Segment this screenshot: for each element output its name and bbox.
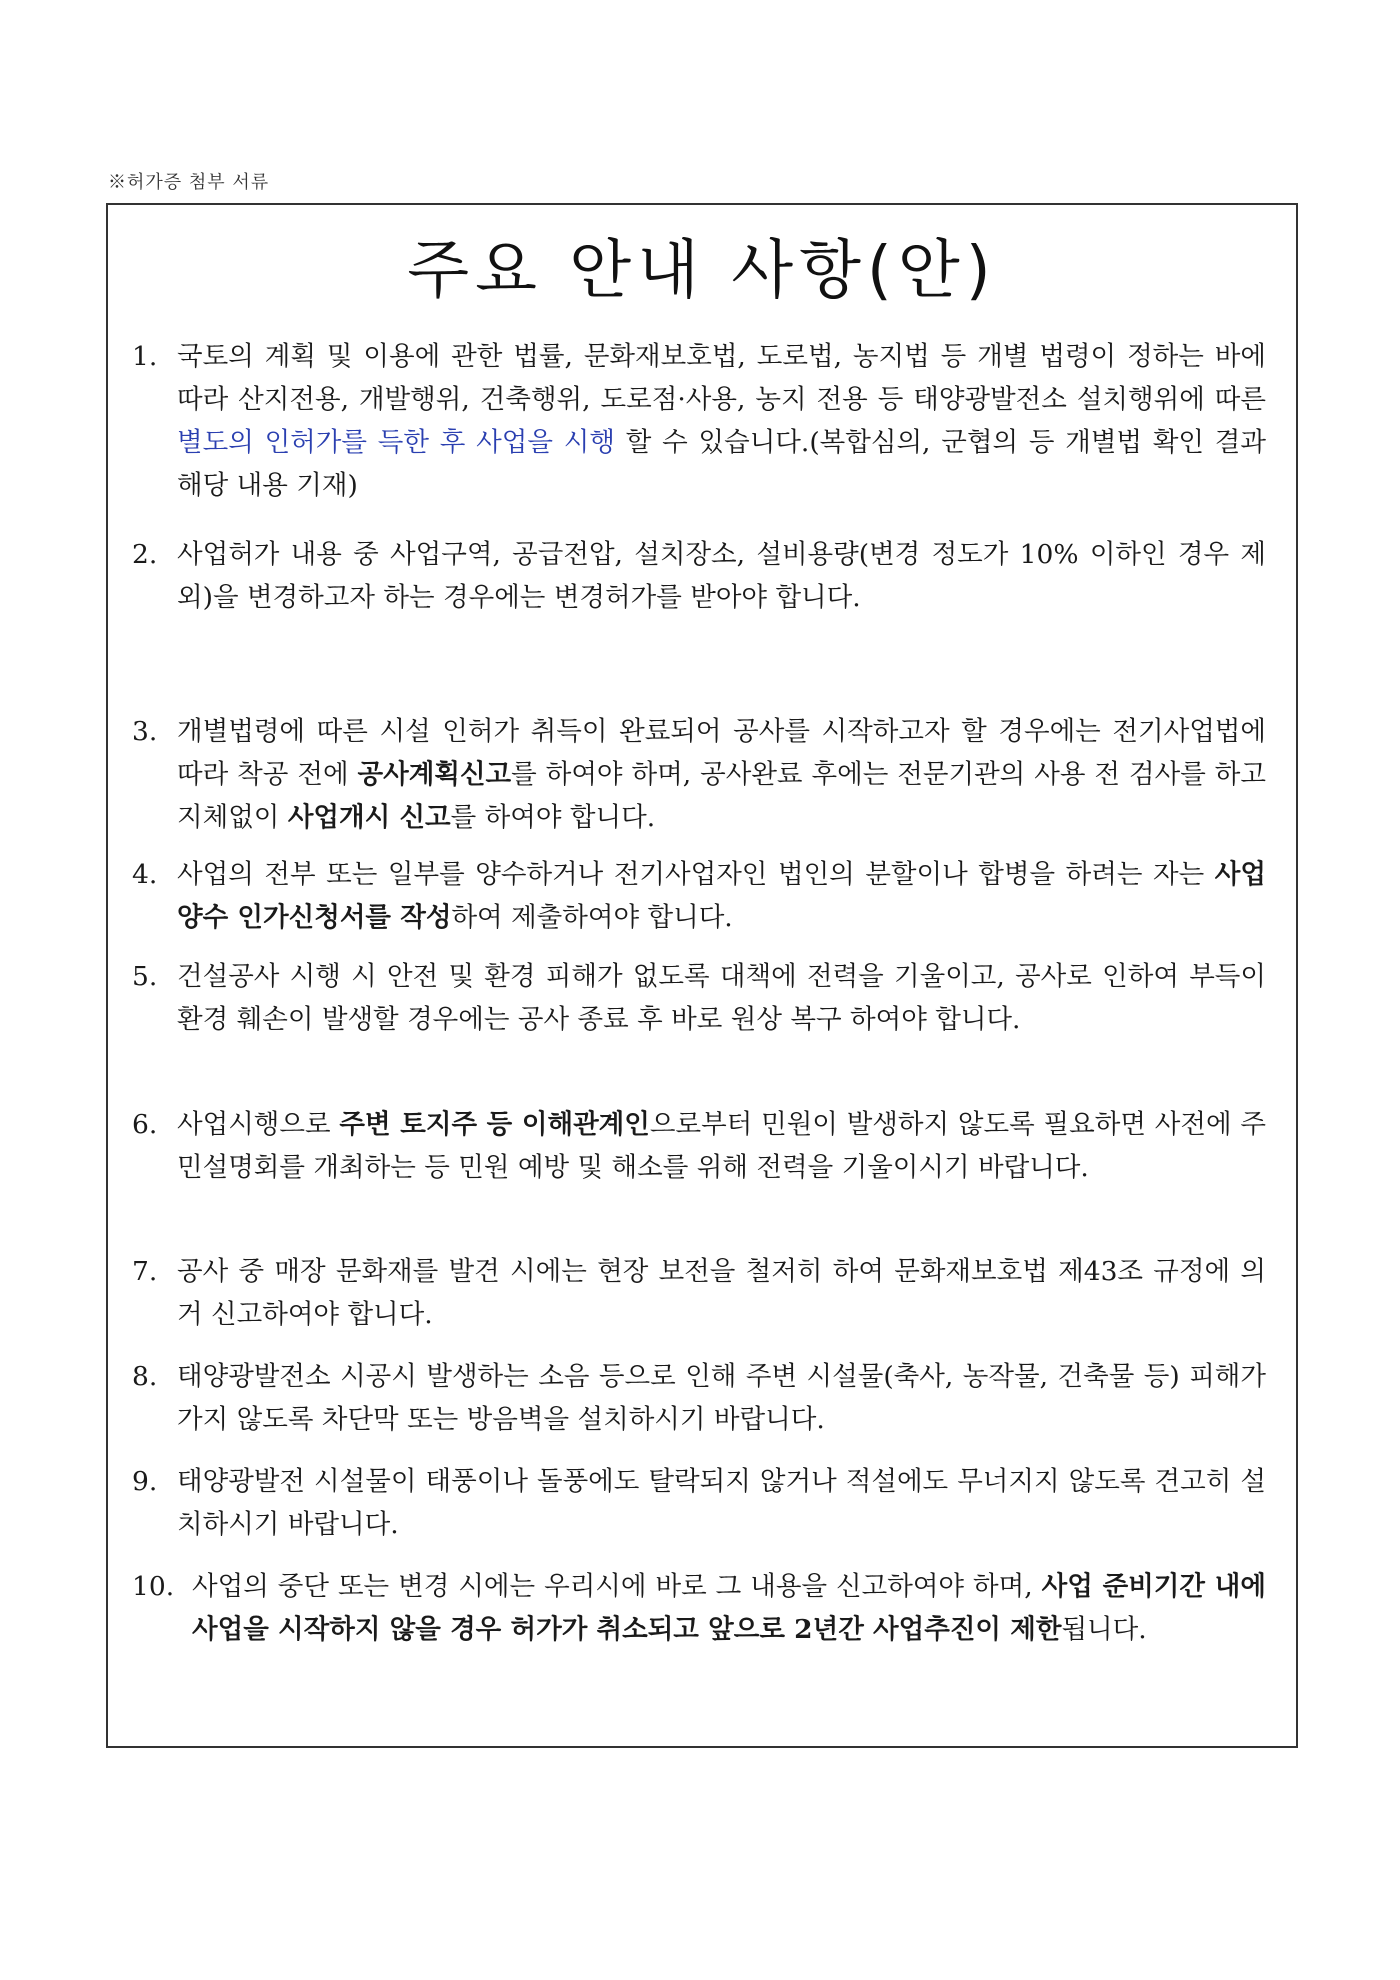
- item-body: [177, 710, 1266, 839]
- item-text: 사업시행으로: [177, 1109, 340, 1140]
- item-text: 됩니다.: [1061, 1614, 1147, 1645]
- item-body: [177, 955, 1266, 1041]
- item-body: [177, 1103, 1266, 1189]
- item-highlight: 주변 토지주 등 이해관계인: [339, 1109, 650, 1140]
- item-body: [177, 533, 1266, 619]
- item-body: [177, 1250, 1266, 1336]
- notice-item-2: [132, 533, 1266, 619]
- item-text: 태양광발전 시설물이 태풍이나 돌풍에도 탈락되지 않거나 적설에도 무너지지 않도록 견고히 설치하시기 바랍니다.: [177, 1466, 1266, 1540]
- item-highlight: 사업양수 인가신청서를 작성: [177, 859, 1266, 933]
- item-number: 4.: [132, 859, 158, 890]
- notice-item-6: [132, 1103, 1266, 1189]
- item-number: 2.: [132, 539, 158, 570]
- item-text: 건설공사 시행 시 안전 및 환경 피해가 없도록 대책에 전력을 기울이고, 공사로 인하여 부득이 환경 훼손이 발생할 경우에는 공사 종료 후 바로 원상 복구 하여야 합니다.: [177, 961, 1266, 1035]
- item-body: [177, 335, 1266, 507]
- item-body: [177, 1460, 1266, 1546]
- notice-item-8: [132, 1355, 1266, 1441]
- item-number: 6.: [132, 1109, 158, 1140]
- item-number: 9.: [132, 1466, 158, 1497]
- item-text: 할 수 있습니다.(복합심의, 군협의 등 개별법 확인 결과 해당 내용 기재): [177, 427, 1267, 501]
- item-number: 5.: [132, 961, 158, 992]
- item-text: 공사 중 매장 문화재를 발견 시에는 현장 보전을 철저히 하여 문화재보호법 제43조 규정에 의거 신고하여야 합니다.: [177, 1256, 1266, 1330]
- notice-item-4: [132, 853, 1266, 939]
- item-highlight: 사업개시 신고: [287, 802, 451, 833]
- item-number: 10.: [132, 1571, 175, 1602]
- item-highlight: 공사계획신고: [357, 759, 512, 790]
- item-number: 3.: [132, 716, 158, 747]
- item-text: 사업의 중단 또는 변경 시에는 우리시에 바로 그 내용을 신고하여야 하며,: [192, 1571, 1042, 1602]
- item-number: 1.: [132, 341, 158, 372]
- item-text: 태양광발전소 시공시 발생하는 소음 등으로 인해 주변 시설물(축사, 농작물, 건축물 등) 피해가 가지 않도록 차단막 또는 방음벽을 설치하시기 바랍니다.: [177, 1361, 1266, 1435]
- item-body: [192, 1565, 1266, 1651]
- notice-item-10: [132, 1565, 1266, 1651]
- item-body: [177, 853, 1266, 939]
- item-number: 7.: [132, 1256, 158, 1287]
- item-text: 를 하여야 하며, 공사완료 후에는 전문기관의 사용 전 검사를 하고 지체없이: [177, 759, 1266, 833]
- notice-item-7: [132, 1250, 1266, 1336]
- item-text: 국토의 계획 및 이용에 관한 법률, 문화재보호법, 도로법, 농지법 등 개별 법령이 정하는 바에 따라 산지전용, 개발행위, 건축행위, 도로점·사용, 농지 전용 등 태양광발전소 설치행위에 따른: [177, 341, 1266, 415]
- notice-frame: [106, 203, 1298, 1748]
- item-highlight: 사업 준비기간 내에 사업을 시작하지 않을 경우 허가가 취소되고 앞으로 2년간 사업추진이 제한: [192, 1571, 1266, 1645]
- item-text: 사업허가 내용 중 사업구역, 공급전압, 설치장소, 설비용량(변경 정도가 10% 이하인 경우 제외)을 변경하고자 하는 경우에는 변경허가를 받아야 합니다.: [177, 539, 1266, 613]
- item-text: 으로부터 민원이 발생하지 않도록 필요하면 사전에 주민설명회를 개최하는 등 민원 예방 및 해소를 위해 전력을 기울이시기 바랍니다.: [177, 1109, 1266, 1183]
- item-body: [177, 1355, 1266, 1441]
- item-highlight: 별도의 인허가를 득한 후 사업을 시행: [177, 427, 615, 458]
- item-text: 사업의 전부 또는 일부를 양수하거나 전기사업자인 법인의 분할이나 합병을 하려는 자는: [177, 859, 1215, 890]
- page-title: 주요 안내 사항(안): [407, 234, 997, 308]
- item-number: 8.: [132, 1361, 158, 1392]
- notice-item-1: [132, 335, 1266, 507]
- item-text: 하여 제출하여야 합니다.: [451, 902, 733, 933]
- notice-item-9: [132, 1460, 1266, 1546]
- attachment-note: ※허가증 첨부 서류: [108, 172, 270, 193]
- notice-item-3: [132, 710, 1266, 839]
- item-text: 를 하여야 합니다.: [450, 802, 656, 833]
- item-text: 개별법령에 따른 시설 인허가 취득이 완료되어 공사를 시작하고자 할 경우에는 전기사업법에 따라 착공 전에: [177, 716, 1266, 790]
- notice-item-5: [132, 955, 1266, 1041]
